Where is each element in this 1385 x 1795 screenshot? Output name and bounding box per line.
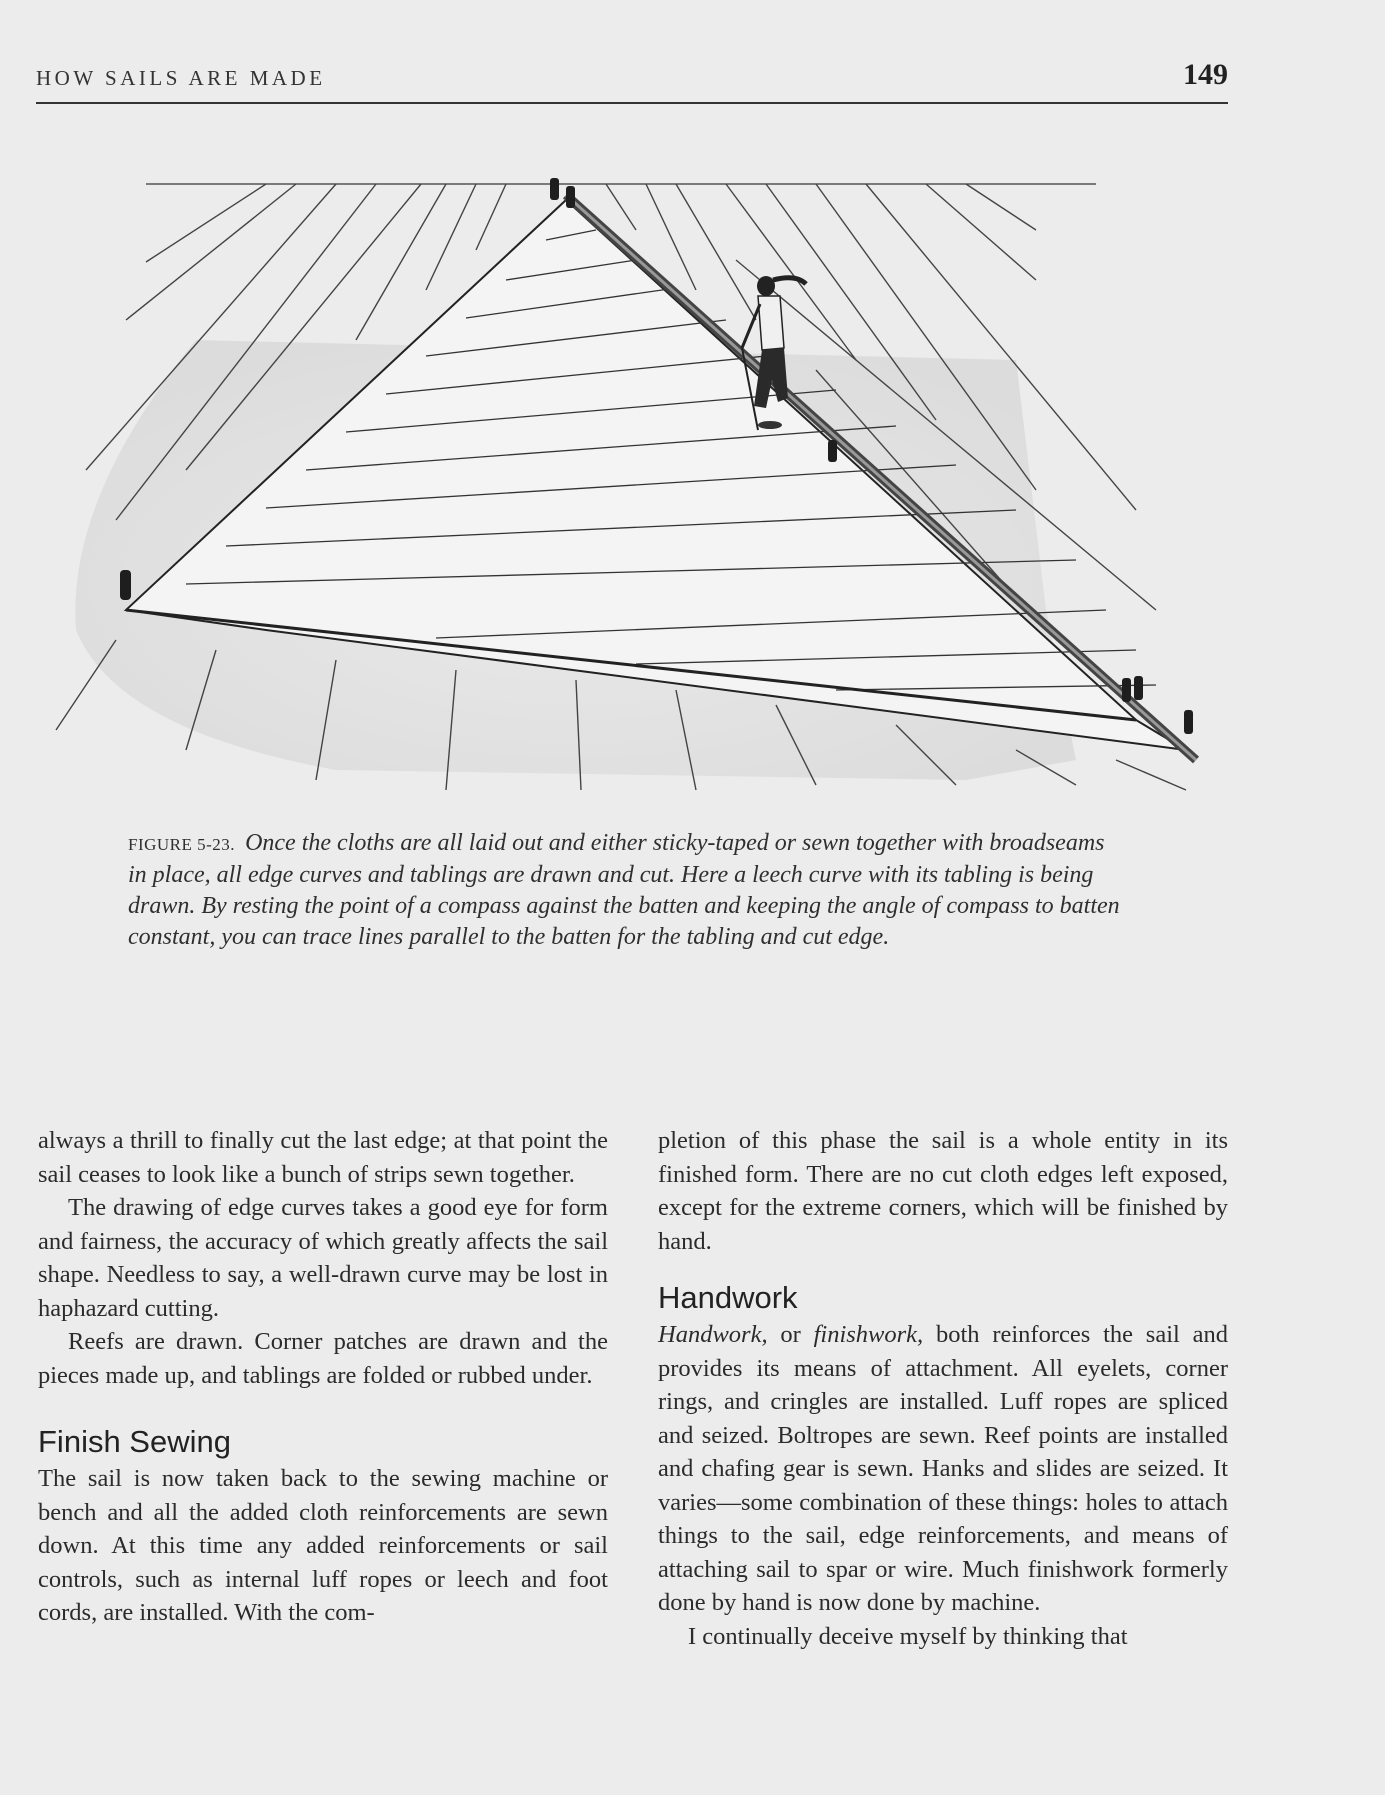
paragraph: Reefs are drawn. Corner patches are drawn and the pieces made up, and tablings are folded or rubbed under. — [38, 1328, 608, 1389]
figure-caption — [128, 828, 1128, 953]
paragraph — [658, 1318, 1228, 1620]
paragraph: I continually deceive myself by thinking that — [688, 1622, 1128, 1650]
page-number: 149 — [1183, 58, 1228, 91]
term-handwork: Handwork, — [658, 1321, 768, 1348]
section-heading-finish-sewing: Finish Sewing — [38, 1424, 231, 1459]
paragraph: always a thrill to finally cut the last edge; at that point the sail ceases to look like a bunch of strips sewn together. — [38, 1127, 608, 1188]
header-rule — [36, 102, 1228, 104]
section-heading-handwork: Handwork — [658, 1280, 798, 1315]
right-column — [658, 1124, 1228, 1653]
figure-caption-text: Once the cloths are all laid out and either sticky-taped or sewn together with broadseams in place, all edge curves and tablings are drawn and cut. Here a leech curve with its tabling is being drawn. By resting the point of a compass against the batten and keeping the angle of compass to batten constant, you can trace lines parallel to the batten for the tabling and cut edge. — [128, 830, 1120, 950]
running-title: HOW SAILS ARE MADE — [36, 66, 326, 90]
paragraph-text: both reinforces the sail and provides its means of attachment. All eyelets, corner rings, and cringles are installed. Luff ropes are spliced and seized. Boltropes are sewn. Reef points are installed and chafing gear is sewn. Hanks and slides are seized. It varies—some combination of these things: holes to attach things to the sail, edge reinforcements, and means of attaching sail to spar or wire. Much finishwork formerly done by hand is now done by machine. — [658, 1321, 1228, 1616]
figure-label: FIGURE 5-23. — [128, 835, 236, 854]
figure-illustration — [36, 170, 1228, 800]
paragraph: The drawing of edge curves takes a good eye for form and fairness, the accuracy of which greatly affects the sail shape. Needless to say, a well-drawn curve may be lost in haphazard cutting. — [38, 1194, 608, 1322]
paragraph: The sail is now taken back to the sewing machine or bench and all the added cloth reinforcements are sewn down. At this time any added reinforcements or sail controls, such as internal luff ropes or leech and foot cords, are installed. With the com- — [38, 1465, 608, 1626]
paragraph: pletion of this phase the sail is a whole entity in its finished form. There are no cut cloth edges left exposed, except for the extreme corners, which will be finished by hand. — [658, 1127, 1228, 1255]
left-column — [38, 1124, 608, 1630]
term-finishwork: finishwork, — [813, 1321, 924, 1348]
connector-text: or — [767, 1321, 814, 1348]
sail-layout-drawing — [36, 170, 1228, 800]
